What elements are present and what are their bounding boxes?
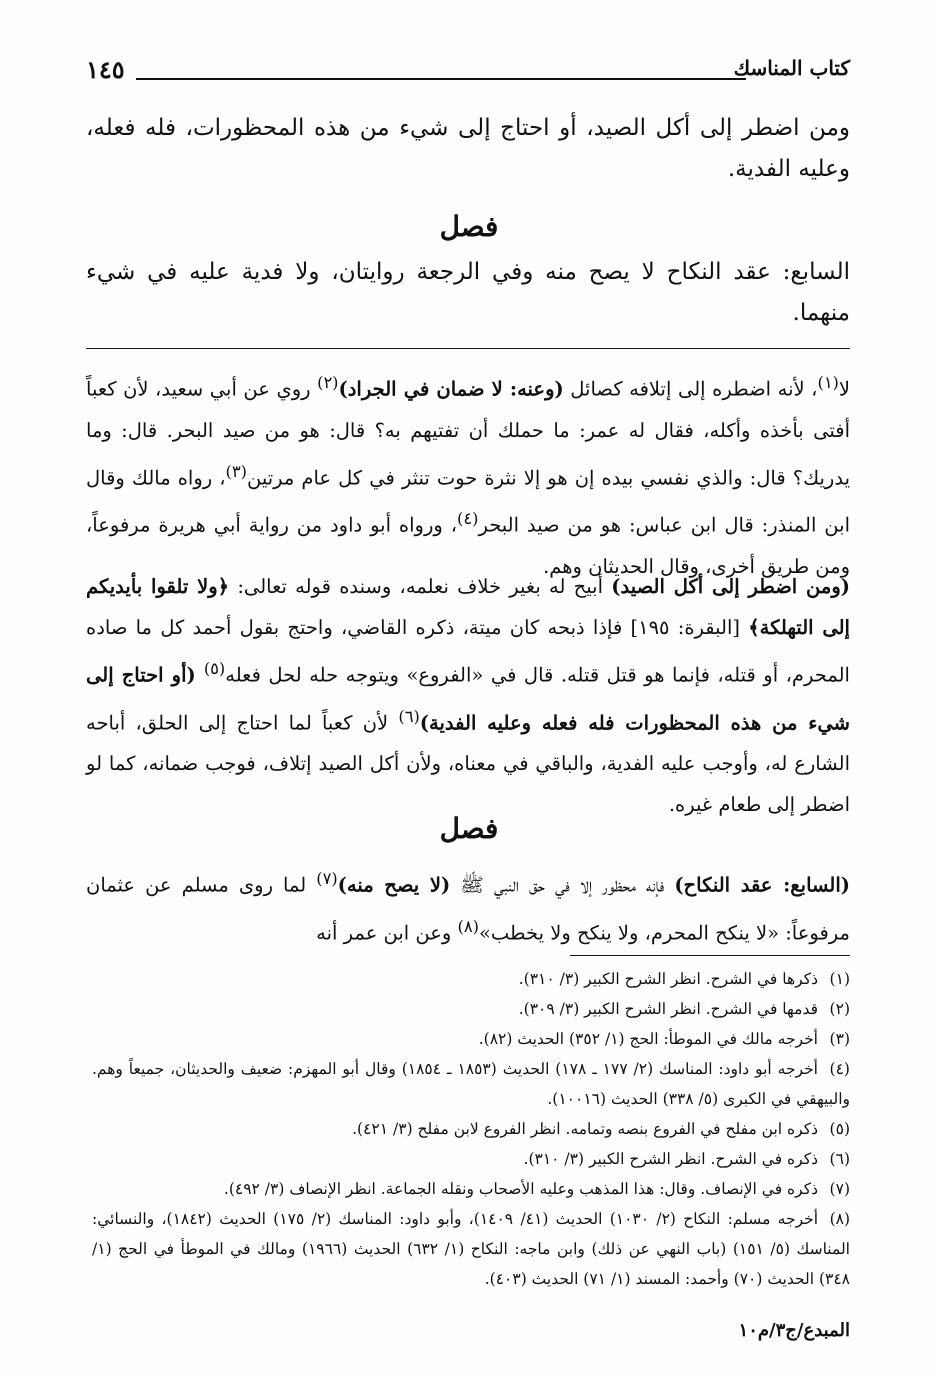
footnote-ref[interactable]: (٧)	[316, 869, 338, 888]
footnote-item: (٤)أخرجه أبو داود: المناسك (٢/ ١٧٧ ـ ١٧٨) الحديث (١٨٥٣ ـ ١٨٥٤) وقال أبو المهزم: ضعيف والحديثان، جميعاً وهم. والبيهقي في الكبرى (٥/ ٣٣٨) الحديث (١٠٠١٦).	[92, 1060, 850, 1108]
footnote-separator	[570, 955, 850, 956]
running-title: كتاب المناسك	[733, 56, 850, 80]
section-heading-2: فصل	[439, 812, 499, 845]
footnote-item: (٣)أخرجه مالك في الموطأ: الحج (١/ ٣٥٢) الحديث (٨٢).	[478, 1030, 850, 1048]
footnote-ref[interactable]: (٦)	[398, 706, 420, 726]
matn-paragraph-1: ومن اضطر إلى أكل الصيد، أو احتاج إلى شيء من هذه المحظورات، فله فعله، وعليه الفدية.	[86, 115, 850, 182]
header-rule	[136, 78, 746, 80]
footnote-ref[interactable]: (٤)	[457, 509, 479, 528]
footnote-ref[interactable]: (٣)	[225, 461, 247, 481]
footnote-item: (٧)ذكره في الإنصاف. وقال: هذا المذهب وعليه الأصحاب ونقله الجماعة. انظر الإنصاف (٣/ ٤٩٢).	[223, 1180, 850, 1198]
page-header	[0, 42, 938, 92]
sharh-paragraph-2: (ومن اضطر إلى أكل الصيد) أبيح له بغير خلاف نعلمه، وسنده قوله تعالى: ﴿ولا تلقوا بأيديكم إلى التهلكة﴾ [البقرة: ١٩٥] فإذا ذبحه كان ميتة، ذكره القاضي، واحتج بقول أحمد كل ما صاده المحرم، أو قتله، فإنما هو قتل قتله. قال في «الفروع» ويتوجه حله لحل فعله$^{(٥)}$ (أو احتاج إلى شيء من هذه المحظورات فله فعله وعليه الفدية)$^{(٦)}$ لأن كعباً لما احتاج إلى الحلق، أباحه الشارع له، وأوجب عليه الفدية، والباقي في معناه، ولأن أكل الصيد إتلاف، فوجب ضمانه، كما لو اضطر إلى طعام غيره.	[86, 575, 850, 816]
footnote-ref[interactable]: (٨)	[457, 916, 479, 936]
footnote-item: (١)ذكرها في الشرح. انظر الشرح الكبير (٣/ ٣١٠).	[518, 970, 850, 988]
footnote-item: (٦)ذكره في الشرح. انظر الشرح الكبير (٣/ ٣١٠).	[523, 1150, 850, 1168]
footnote-item: (٢)قدمها في الشرح. انظر الشرح الكبير (٣/ ٣٠٩).	[518, 1000, 850, 1018]
matn-sharh-separator	[86, 348, 850, 349]
matn-paragraph-2: السابع: عقد النكاح لا يصح منه وفي الرجعة روايتان، ولا فدية عليه في شيء منهما.	[86, 259, 850, 326]
printer-signature: المبدع/ج٣/م١٠	[738, 1320, 850, 1341]
footnote-ref[interactable]: (٥)	[203, 659, 226, 678]
section-heading-1: فصل	[439, 210, 499, 243]
footnote-item: (٥)ذكره ابن مفلح في الفروع بنصه وتمامه. انظر الفروع لابن مفلح (٣/ ٤٢١).	[352, 1120, 850, 1138]
page-number: ١٤٥	[86, 55, 125, 84]
footnote-ref[interactable]: (١)	[817, 373, 839, 392]
footnote-item: (٨)أخرجه مسلم: النكاح (٢/ ١٠٣٠) الحديث (٤١/ ١٤٠٩)، وأبو داود: المناسك (٢/ ١٧٥) الحديث (١٨٤٢)، والنسائي: المناسك (٥/ ١٥١) (باب النهي عن ذلك) وابن ماجه: النكاح (١/ ٦٣٢) الحديث (١٩٦٦) ومالك في الموطأ في الحج (١/ ٣٤٨) الحديث (٧٠) وأحمد: المسند (١/ ٧١) الحديث (٤٠٣).	[92, 1210, 851, 1288]
footnote-ref[interactable]: (٢)	[317, 373, 339, 392]
sharh-paragraph-1: لا$^{(١)}$، لأنه اضطره إلى إتلافه كصائل (وعنه: لا ضمان في الجراد)$^{(٢)}$ روي عن أبي سعيد، لأن كعباً أفتى بأخذه وأكله، فقال له عمر: ما حملك أن تفتيهم به؟ قال: هو من صيد البحر. قال: وما يدريك؟ قال: والذي نفسي بيده إن هو إلا نثرة حوت تنثر في كل عام مرتين$^{(٣)}$، رواه مالك وقال ابن المنذر: قال ابن عباس: هو من صيد البحر$^{(٤)}$، ورواه أبو داود من رواية أبي هريرة مرفوعاً، ومن طريق أخرى، وقال الحديثان وهم.	[86, 373, 851, 578]
sharh-paragraph-3: (السابع: عقد النكاح) فإنه محظور إلا في حق النبي ﷺ (لا يصح منه)$^{(٧)}$ لما روى مسلم عن عثمان مرفوعاً: «لا ينكح المحرم، ولا ينكح ولا يخطب»$^{(٨)}$ وعن ابن عمر أنه	[86, 869, 850, 944]
footnotes	[92, 964, 850, 1294]
